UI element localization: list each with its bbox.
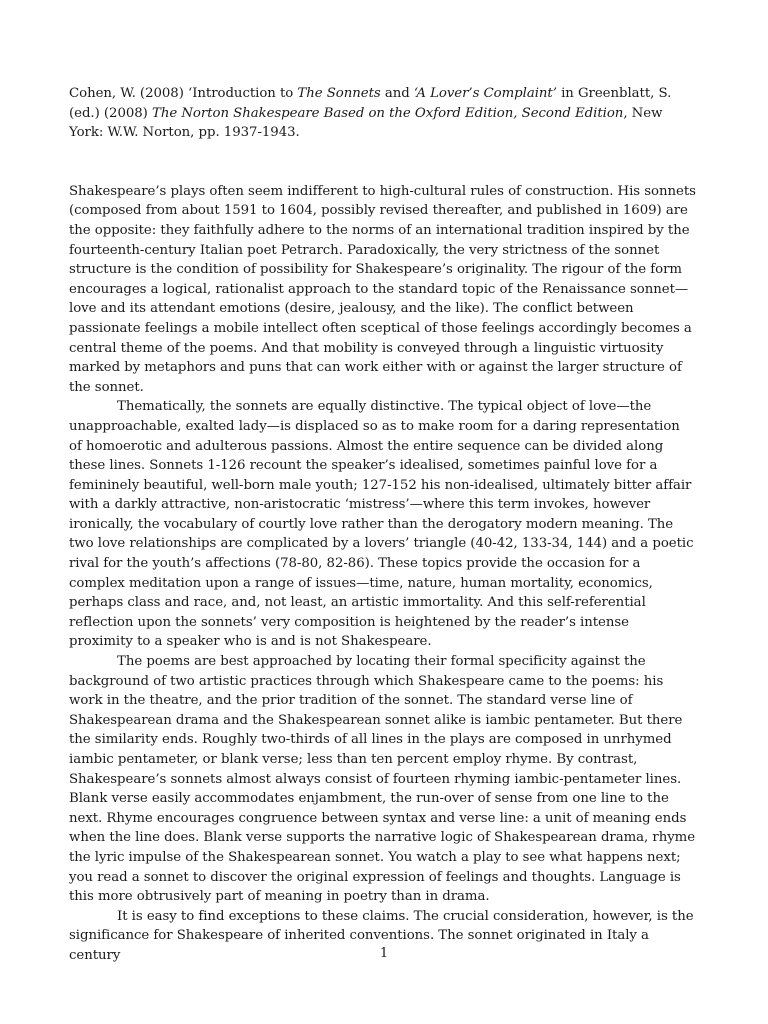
citation-title-norton: The Norton Shakespeare Based on the Oxford Edition, Second Edition (152, 105, 624, 121)
bibliographic-citation (69, 84, 696, 143)
citation-text-4: , New York: W.W. Norton, pp. 1937-1943. (69, 105, 663, 141)
citation-text-1: Cohen, W. (2008) ‘Introduction to (69, 86, 298, 101)
page-number: 1 (379, 946, 389, 961)
paragraph-4: It is easy to find exceptions to these claims. The crucial consideration, however, is the significance for Shakespeare of inherited conventions. The sonnet originated in Italy a century (69, 908, 694, 963)
paragraph-3: The poems are best approached by locating their formal specificity against the background of two artistic practices through which Shakespeare came to the poems: his work in the theatre, and the prior tradition of the sonnet. The standard verse line of Shakespearean drama and the Shakespearean sonnet alike is iambic pentameter. But there the similarity ends. Roughly two-thirds of all lines in the plays are composed in unrhymed iambic pentameter, or blank verse; less than ten percent employ rhyme. By contrast, Shakespeare’s sonnets almost always consist of fourteen rhyming iambic-pentameter lines. Blank verse easily accommodates enjambment, the run-over of sense from one line to the next. Rhyme encourages congruence between syntax and verse line: a unit of meaning ends when the line does. Blank verse supports the narrative logic of Shakespearean drama, rhyme the lyric impulse of the Shakespearean sonnet. You watch a play to see what happens next; you read a sonnet to discover the original expression of feelings and thoughts. Language is this more obtrusively part of meaning in poetry than in drama. (69, 654, 696, 905)
paragraph-1: Shakespeare’s plays often seem indifferent to high-cultural rules of construction. His sonnets (composed from about 1591 to 1604, possibly revised thereafter, and published in 1609) are the opposite: they faithfully adhere to the norms of an international tradition inspired by the fourteenth-century Italian poet Petrarch. Paradoxically, the very strictness of the sonnet structure is the condition of possibility for Shakespeare’s originality. The rigour of the form encourages a logical, rationalist approach to the standard topic of the Renaissance sonnet—love and its attendant emotions (desire, jealousy, and the like). The conflict between passionate feelings a mobile intellect often sceptical of those feelings accordingly becomes a central theme of the poems. And that mobility is conveyed through a linguistic virtuosity marked by metaphors and puns that can work either with or against the larger structure of the sonnet. (69, 183, 696, 395)
citation-text-3: in Greenblatt, S. (ed.) (2008) (69, 86, 672, 121)
paragraph-2: Thematically, the sonnets are equally distinctive. The typical object of love—the unapproachable, exalted lady—is displaced so as to make room for a daring representation of homoerotic and adulterous passions. Almost the entire sequence can be divided along these lines. Sonnets 1-126 recount the speaker’s idealised, sometimes painful love for a femininely beautiful, well-born male youth; 127-152 his non-idealised, ultimately bitter affair with a darkly attractive, non-aristocratic ‘mistress’—where this term invokes, however ironically, the vocabulary of courtly love rather than the derogatory modern meaning. The two love relationships are complicated by a lovers’ triangle (40-42, 133-34, 144) and a poetic rival for the youth’s affections (78-80, 82-86). These topics provide the occasion for a complex meditation upon a range of issues—time, nature, human mortality, economics, perhaps class and race, and, not least, an artistic immortality. And this self-referential reflection upon the sonnets’ very composition is heightened by the reader’s intense proximity to a speaker who is and is not Shakespeare. (69, 399, 694, 650)
body-text (69, 182, 696, 966)
citation-text-2: and (380, 86, 414, 101)
citation-title-complaint: ‘A Lover’s Complaint’ (413, 86, 557, 101)
citation-title-sonnets: The Sonnets (297, 86, 381, 101)
